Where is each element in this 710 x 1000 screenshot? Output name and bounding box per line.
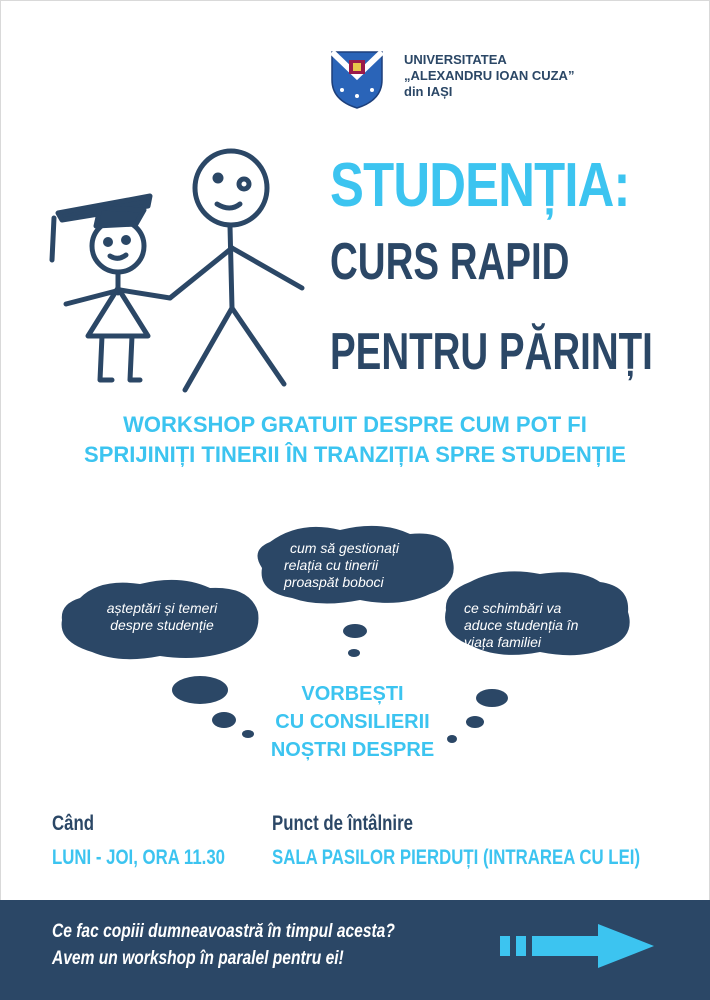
place-label: Punct de întâlnire [272, 812, 413, 835]
when-value: LUNI - JOI, ORA 11.30 [52, 846, 226, 869]
center-line3: NOȘTRI DESPRE [270, 739, 435, 761]
title-line2: CURS RAPID [330, 233, 570, 291]
title-line3: PENTRU PĂRINȚI [330, 323, 653, 381]
subtitle [0, 410, 710, 470]
center-line1: VORBEȘTI [301, 683, 404, 705]
bubble-left-text [82, 600, 242, 634]
university-name [404, 52, 574, 100]
bubble-left-line2: despre studenție [110, 617, 214, 633]
stick-figures-illustration [40, 148, 310, 396]
title-line1: STUDENȚIA: [330, 151, 630, 220]
subtitle-line1: WORKSHOP GRATUIT DESPRE CUM POT FI [123, 412, 587, 437]
arrow-right-icon [498, 922, 658, 972]
bubble-right-text [464, 600, 578, 651]
footer-line1: Ce fac copiii dumneavoastră în timpul acesta? [52, 921, 395, 942]
bubble-right-line3: viața familiei [464, 634, 542, 650]
bubble-top-line3: proaspăt boboci [284, 574, 384, 590]
when-label: Când [52, 812, 94, 835]
university-line1: UNIVERSITATEA [404, 52, 507, 67]
university-line3: din IAȘI [404, 84, 453, 99]
center-message [230, 680, 475, 764]
bubble-right-line2: aduce studenția în [464, 617, 579, 633]
university-crest-icon [330, 50, 384, 110]
subtitle-line2: SPRIJINIȚI TINERII ÎN TRANZIȚIA SPRE STUDENȚIE [84, 442, 626, 467]
footer-text [52, 918, 395, 972]
university-line2: „ALEXANDRU IOAN CUZA” [404, 68, 575, 83]
center-line2: CU CONSILIERII [275, 711, 430, 733]
footer-line2: Avem un workshop în paralel pentru ei! [52, 948, 344, 969]
bubble-top-text [284, 540, 399, 591]
place-value: SALA PASILOR PIERDUȚI (INTRAREA CU LEI) [272, 846, 641, 869]
bubble-top-line2: relația cu tinerii [284, 557, 379, 573]
bubble-left-line1: așteptări și temeri [106, 600, 218, 616]
bubble-top-line1: cum să gestionați [290, 540, 399, 556]
bubble-right-line1: ce schimbări va [464, 600, 562, 616]
